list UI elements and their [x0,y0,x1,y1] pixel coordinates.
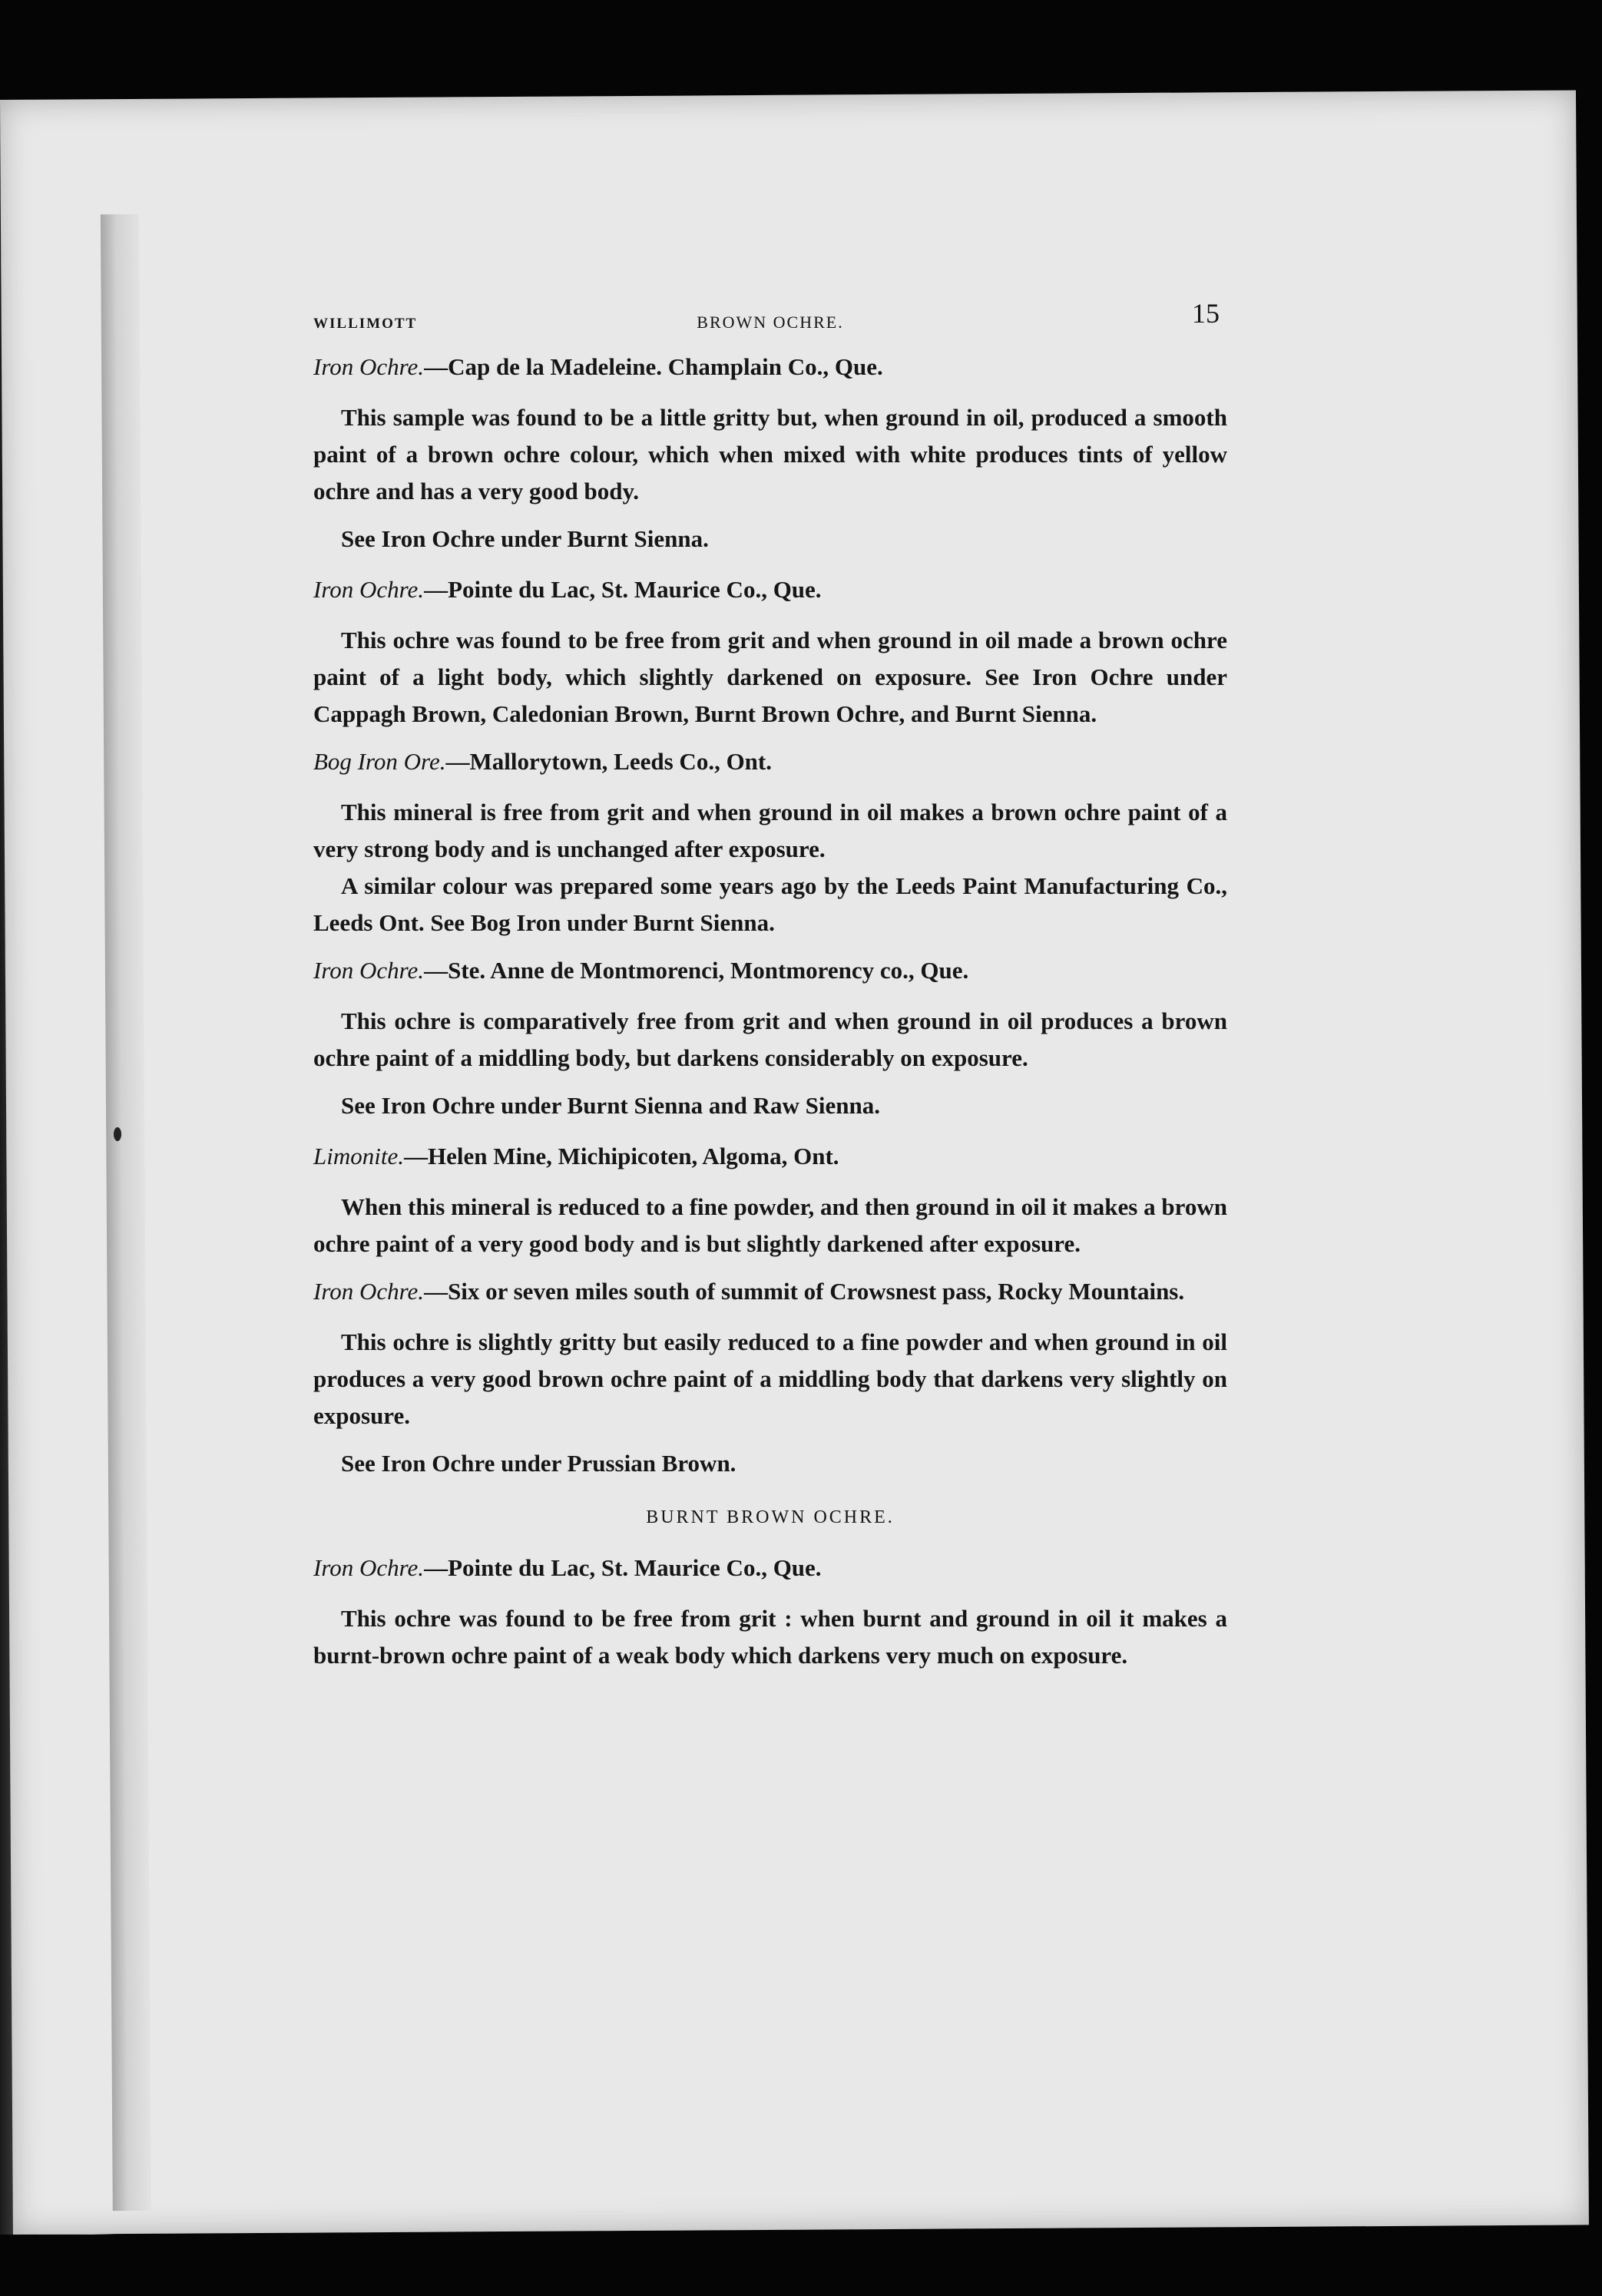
entry-paragraph: When this mineral is reduced to a fine powder, and then ground in oil it makes a brown ochre paint of a very good body and is but slightly darkened after exposure. [313,1193,1227,1257]
entry-heading [313,1273,1227,1310]
entry-paragraph: This ochre is slightly gritty but easily reduced to a fine powder and when ground in oil produces a very good brown ochre paint of a middling body that darkens very slightly on exposure. [313,1328,1227,1429]
page-text-block [313,292,1227,1685]
entry-heading [313,571,1227,608]
page-number: 15 [1192,298,1220,329]
entry-paragraph: This sample was found to be a little gritty but, when ground in oil, produced a smooth paint of a brown ochre colour, which when mixed with white produces tints of yellow ochre and has a very good body. [313,404,1227,505]
entry-paragraph: This ochre is comparatively free from grit and when ground in oil produces a brown ochre paint of a middling body, but darkens considerably on exposure. [313,1007,1227,1071]
running-head-author: WILLIMOTT [313,316,418,332]
entry-locality: —Ste. Anne de Montmorenci, Montmorency co., Que. [424,957,969,984]
entry-heading [313,1138,1227,1175]
running-head-title: BROWN OCHRE. [697,313,844,332]
entry-kind: Limonite. [313,1143,404,1170]
entry-kind: Iron Ochre. [313,353,425,380]
entry-heading [313,349,1227,385]
see-reference: See Iron Ochre under Burnt Sienna. [341,525,709,552]
entry-locality: —Pointe du Lac, St. Maurice Co., Que. [424,1554,822,1581]
margin-mark [114,1127,121,1141]
entry-heading [313,952,1227,989]
entry-paragraph: This ochre was found to be free from grit : when burnt and ground in oil it makes a burnt-brown ochre paint of a weak body which darkens very much on exposure. [313,1605,1227,1669]
entry-paragraph: This mineral is free from grit and when ground in oil makes a brown ochre paint of a very strong body and is unchanged after exposure. [313,799,1227,862]
see-reference: See Iron Ochre under Prussian Brown. [341,1450,736,1477]
entry-heading [313,743,1227,780]
section-heading: BURNT BROWN OCHRE. [646,1507,895,1527]
entry-kind: Bog Iron Ore. [313,748,446,775]
entry-kind: Iron Ochre. [313,1278,425,1305]
entry-locality: —Cap de la Madeleine. Champlain Co., Que. [424,353,883,380]
see-reference: See Iron Ochre under Burnt Sienna and Raw Sienna. [341,1092,880,1119]
entry-locality: —Pointe du Lac, St. Maurice Co., Que. [424,576,822,603]
entry-kind: Iron Ochre. [313,957,425,984]
entry-locality: —Helen Mine, Michipicoten, Algoma, Ont. [403,1143,839,1170]
entry-kind: Iron Ochre. [313,576,425,603]
running-head [313,292,1227,338]
entry-paragraph: A similar colour was prepared some years ago by the Leeds Paint Manufacturing Co., Leeds Ont. See Bog Iron under Burnt Sienna. [313,872,1227,936]
entry-kind: Iron Ochre. [313,1554,425,1581]
entry-paragraph: This ochre was found to be free from grit and when ground in oil made a brown ochre paint of a light body, which slightly darkened on exposure. See Iron Ochre under Cappagh Brown, Caledonian Brown, Burnt Brown Ochre, and Burnt Sienna. [313,627,1227,727]
page-gutter-shadow [101,214,151,2211]
entry-locality: —Mallorytown, Leeds Co., Ont. [445,748,772,775]
entry-locality: —Six or seven miles south of summit of Crowsnest pass, Rocky Mountains. [424,1278,1185,1305]
entry-heading [313,1550,1227,1586]
